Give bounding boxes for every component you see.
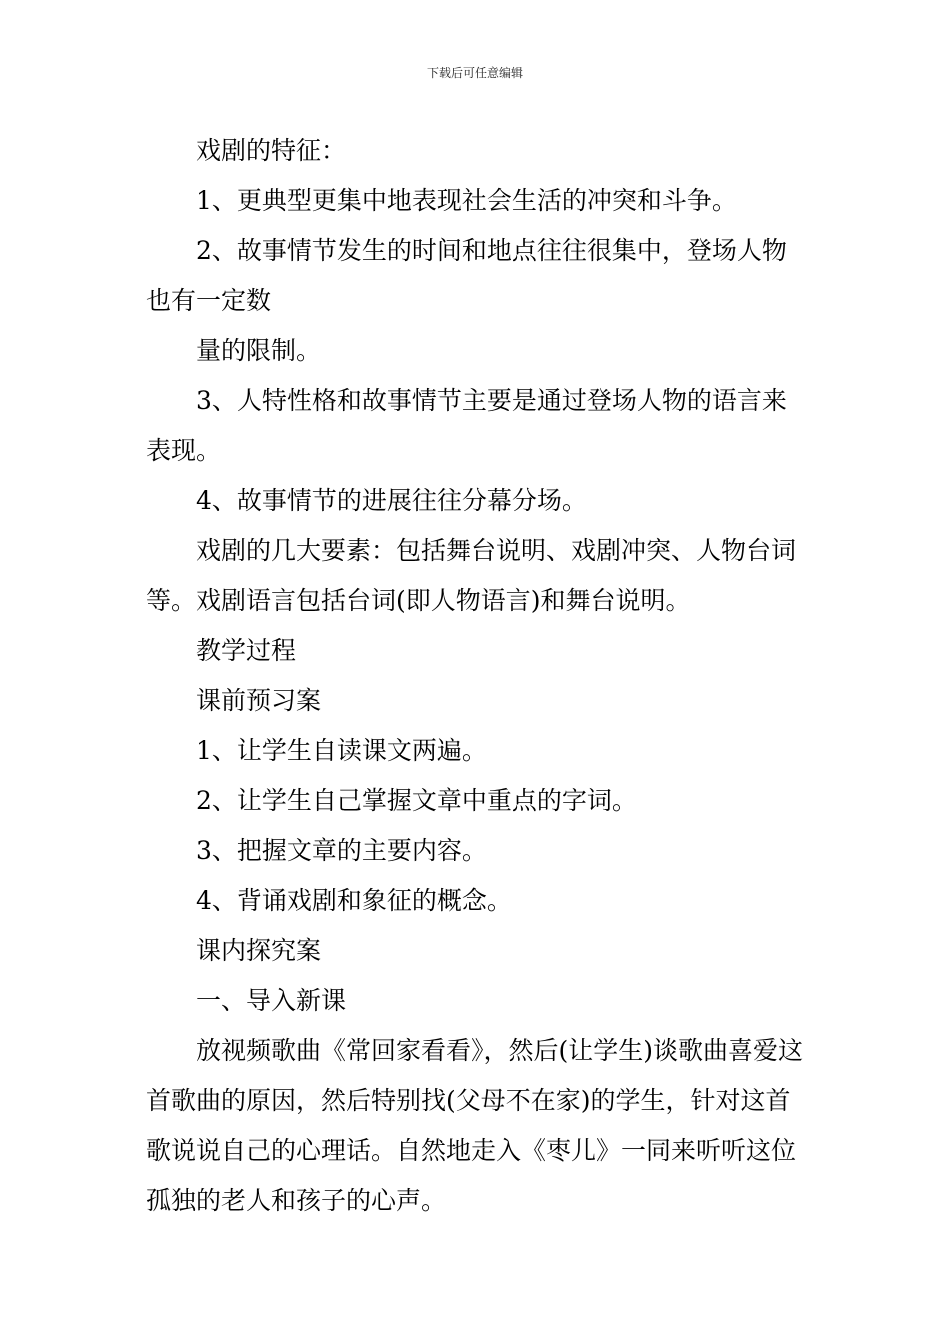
paragraph-preview-step-1: 1、让学生自读课文两遍。 (196, 736, 487, 765)
paragraph-inquiry-plan-heading: 课内探究案 (196, 936, 322, 965)
paragraph-teaching-process-heading: 教学过程 (196, 636, 297, 665)
document-body (146, 126, 806, 1226)
paragraph-preview-step-4: 4、背诵戏剧和象征的概念。 (196, 886, 512, 915)
page-header: 下载后可任意编辑 (426, 66, 523, 80)
paragraph-preview-step-2: 2、让学生自己掌握文章中重点的字词。 (196, 786, 637, 815)
paragraph-lesson-intro-body: 放视频歌曲《常回家看看》，然后(让学生)谈歌曲喜爱这首歌曲的原因，然后特别找(父母不在家)的学生，针对这首歌说说自己的心理话。自然地走入《枣儿》一同来听听这位孤独的老人和孩子的心声。 (146, 1036, 804, 1215)
paragraph-lesson-intro-heading: 一、导入新课 (196, 986, 347, 1015)
paragraph-preview-step-3: 3、把握文章的主要内容。 (196, 836, 487, 865)
paragraph-feature-4: 4、故事情节的进展往往分幕分场。 (196, 486, 587, 515)
paragraph-preview-plan-heading: 课前预习案 (196, 686, 322, 715)
paragraph-drama-features-heading: 戏剧的特征： (196, 136, 347, 165)
paragraph-feature-2: 2、故事情节发生的时间和地点往往很集中，登场人物也有一定数 (146, 236, 787, 315)
paragraph-feature-2-continued: 量的限制。 (196, 336, 322, 365)
paragraph-feature-1: 1、更典型更集中地表现社会生活的冲突和斗争。 (196, 186, 737, 215)
paragraph-drama-elements: 戏剧的几大要素：包括舞台说明、戏剧冲突、人物台词等。戏剧语言包括台词(即人物语言)和舞台说明。 (146, 536, 797, 615)
paragraph-feature-3: 3、人特性格和故事情节主要是通过登场人物的语言来表现。 (146, 386, 787, 465)
